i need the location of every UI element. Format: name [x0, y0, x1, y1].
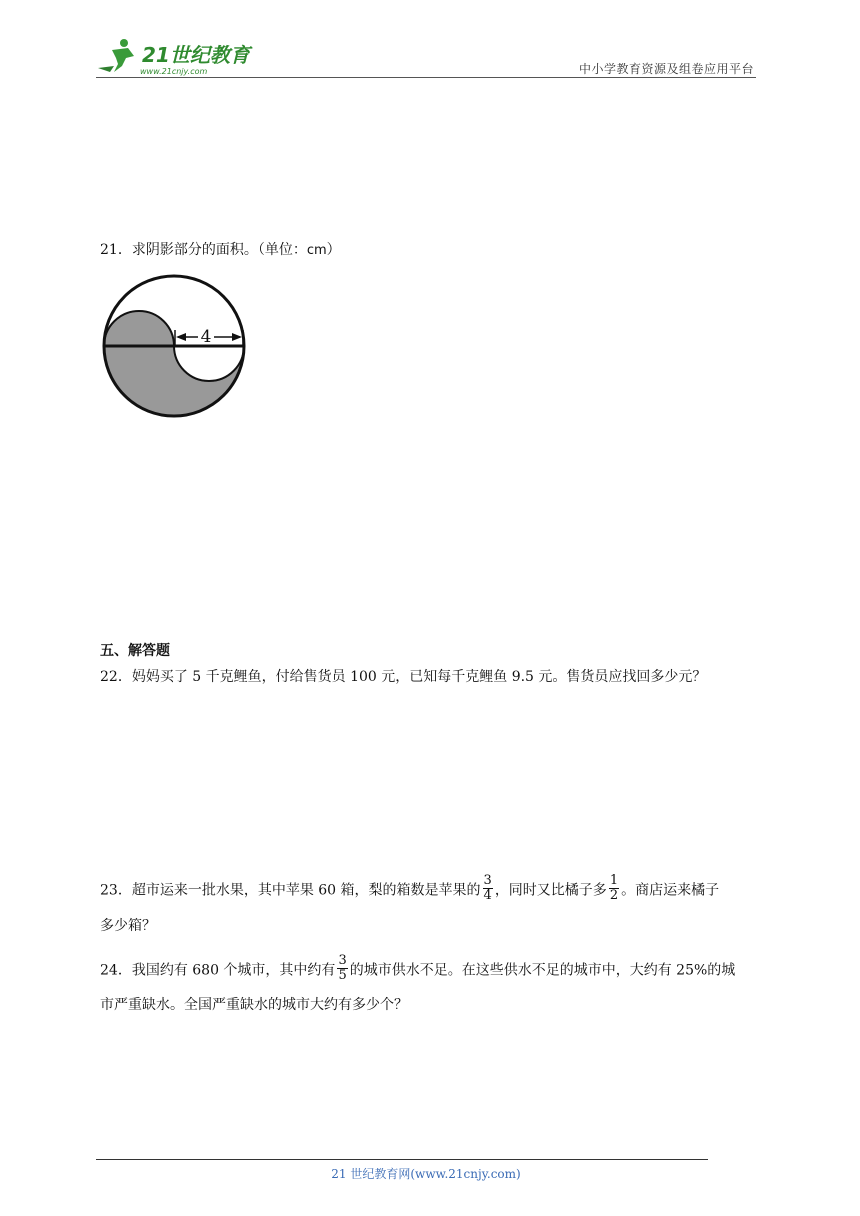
footer-text: 21 世纪教育网(www.21cnjy.com) — [331, 1167, 521, 1181]
question-21-close: ） — [326, 242, 341, 258]
arrow-right-icon — [232, 333, 242, 341]
question-22: 22．妈妈买了 5 千克鲤鱼，付给售货员 100 元，已知每千克鲤鱼 9.5 元。售货员应找回多少元？ — [100, 669, 707, 685]
question-21 — [100, 240, 341, 261]
question-24 — [100, 953, 736, 985]
fraction-numerator: 1 — [609, 873, 619, 888]
fraction-denominator: 5 — [338, 968, 347, 983]
question-21-text: 21．求阴影部分的面积。（单位： — [100, 242, 307, 258]
fraction-denominator: 2 — [609, 888, 619, 903]
fraction-numerator: 3 — [483, 873, 492, 888]
question-23-line2: 多少箱？ — [100, 918, 156, 934]
question-23-part3: 。商店运来橘子 — [621, 882, 720, 899]
question-23-part2: ，同时又比橘子多 — [494, 882, 607, 899]
shaded-region — [104, 311, 244, 416]
fraction-numerator: 3 — [338, 953, 347, 968]
section-title: 五、解答题 — [100, 643, 170, 659]
arrow-left-icon — [176, 333, 186, 341]
footer-divider — [96, 1159, 708, 1160]
question-24-part2: 的城市供水不足。在这些供水不足的城市中，大约有 25%的城 — [349, 962, 736, 979]
header-divider — [96, 77, 756, 78]
dimension-label: 4 — [200, 327, 212, 347]
fraction-3-4 — [483, 874, 493, 903]
fraction-3-5 — [337, 954, 347, 983]
site-logo — [94, 36, 264, 80]
runner-icon — [98, 39, 134, 72]
question-24-part1: 24．我国约有 680 个城市，其中约有 — [100, 962, 336, 979]
fraction-denominator: 4 — [483, 888, 492, 903]
fraction-1-2 — [609, 874, 619, 903]
question-21-unit: cm — [306, 243, 327, 258]
logo-url: www.21cnjy.com — [140, 67, 208, 76]
logo-text: 21世纪教育 — [142, 43, 250, 67]
question-24-line2: 市严重缺水。全国严重缺水的城市大约有多少个？ — [100, 997, 408, 1013]
shaded-circle-figure — [100, 274, 248, 420]
question-23-part1: 23．超市运来一批水果，其中苹果 60 箱，梨的箱数是苹果的 — [100, 882, 481, 899]
question-23 — [100, 873, 720, 905]
header-slogan: 中小学教育资源及组卷应用平台 — [578, 62, 754, 76]
